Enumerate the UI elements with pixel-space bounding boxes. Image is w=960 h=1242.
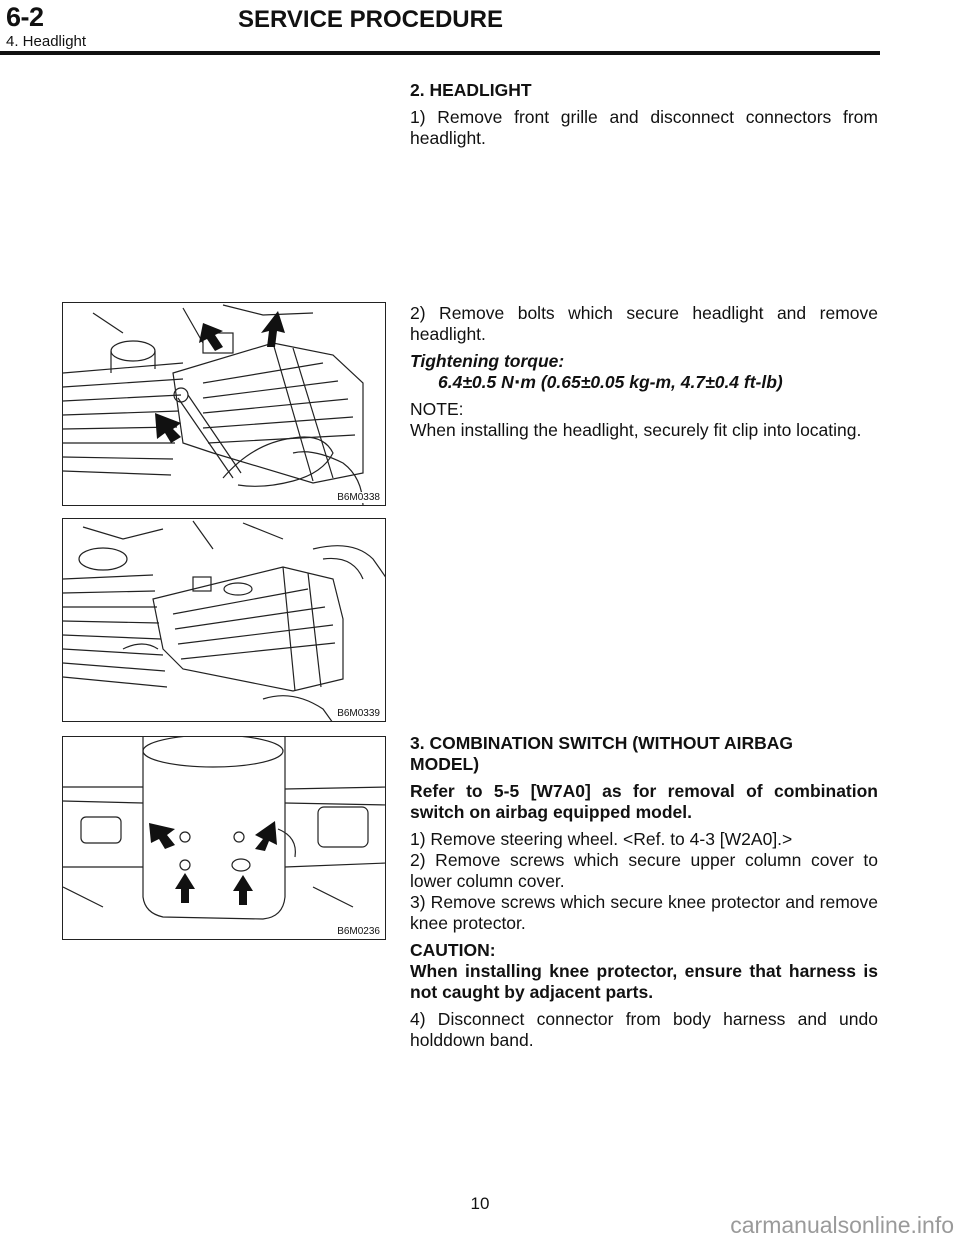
page-number: 10 bbox=[470, 1194, 490, 1213]
headlight-bolts-illustration bbox=[63, 303, 386, 506]
figure-knee-protector bbox=[62, 736, 386, 940]
caution-label: CAUTION: bbox=[410, 940, 496, 960]
switch-step-1: 1) Remove steering wheel. <Ref. to 4-3 [W2A0].> bbox=[410, 829, 793, 849]
subsection-title: 4. Headlight bbox=[6, 33, 87, 50]
switch-heading-line-1: 3. COMBINATION SWITCH (WITHOUT AIRBAG bbox=[410, 733, 794, 753]
header-rule bbox=[0, 51, 880, 55]
airbag-reference: Refer to 5-5 [W7A0] as for removal of combination switch on airbag equipped model. bbox=[410, 781, 878, 822]
figure-label-3: B6M0236 bbox=[337, 926, 380, 937]
torque-label: Tightening torque: bbox=[410, 351, 565, 371]
switch-step-4: 4) Disconnect connector from body harness and undo holddown band. bbox=[410, 1009, 878, 1050]
knee-protector-illustration bbox=[63, 737, 386, 940]
figure-headlight-removal bbox=[62, 518, 386, 722]
switch-step-2: 2) Remove screws which secure upper column cover to lower column cover. bbox=[410, 850, 878, 891]
watermark: carmanualsonline.info bbox=[730, 1212, 954, 1238]
figure-label-2: B6M0339 bbox=[337, 708, 380, 719]
headlight-section bbox=[410, 80, 878, 149]
headlight-step-2: 2) Remove bolts which secure headlight and remove headlight. bbox=[410, 303, 878, 344]
headlight-removal-section bbox=[410, 303, 878, 441]
note-label: NOTE: bbox=[410, 399, 464, 419]
caution-text: When installing knee protector, ensure that harness is not caught by adjacent parts. bbox=[410, 961, 878, 1002]
note-text: When installing the headlight, securely fit clip into locating. bbox=[410, 420, 862, 440]
headlight-removal-illustration bbox=[63, 519, 386, 722]
switch-step-3: 3) Remove screws which secure knee protector and remove knee protector. bbox=[410, 892, 878, 933]
headlight-heading: 2. HEADLIGHT bbox=[410, 80, 532, 100]
switch-heading-line-2: MODEL) bbox=[410, 754, 480, 774]
section-title: SERVICE PROCEDURE bbox=[238, 6, 503, 33]
headlight-step-1: 1) Remove front grille and disconnect connectors from headlight. bbox=[410, 107, 878, 148]
torque-value: 6.4±0.5 N⋅m (0.65±0.05 kg-m, 4.7±0.4 ft-lb) bbox=[438, 372, 783, 392]
combination-switch-section bbox=[410, 733, 878, 1051]
figure-headlight-bolts bbox=[62, 302, 386, 506]
section-number: 6-2 bbox=[6, 2, 44, 32]
figure-label-1: B6M0338 bbox=[337, 492, 380, 503]
